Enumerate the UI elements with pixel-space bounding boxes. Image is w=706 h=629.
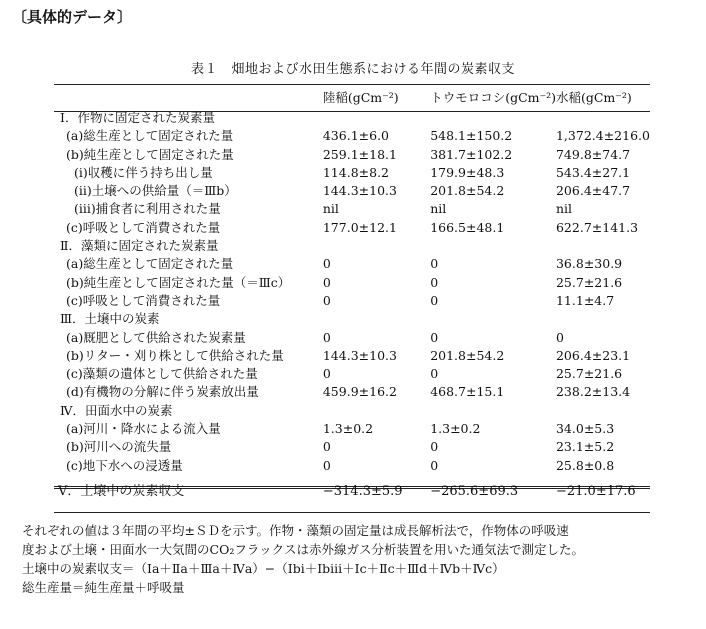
row-label: (c)呼吸として消費された量 bbox=[66, 292, 221, 308]
cell-value bbox=[323, 310, 430, 328]
table-row bbox=[54, 274, 650, 292]
cell-value bbox=[556, 402, 650, 420]
cell-value: 1,372.4±216.0 bbox=[555, 128, 650, 144]
cell-value bbox=[323, 109, 430, 127]
cell-value: 548.1±150.2 bbox=[430, 128, 513, 144]
cell-value: 381.7±102.2 bbox=[430, 146, 513, 162]
cell-value: 1.3±0.2 bbox=[322, 421, 374, 437]
cell-value: 0 bbox=[430, 439, 439, 455]
cell-value: 25.7±21.6 bbox=[555, 366, 623, 382]
cell-value: 201.8±54.2 bbox=[430, 183, 505, 199]
row-label: (b)河川への流失量 bbox=[66, 439, 172, 455]
row-label: (b)リター・刈り株として供給された量 bbox=[66, 347, 284, 363]
row-label: (a)河川・降水による流入量 bbox=[66, 421, 221, 437]
cell-value: 459.9±16.2 bbox=[322, 384, 397, 400]
row-label: Ⅱ．藻類に固定された炭素量 bbox=[60, 238, 219, 254]
row-label: (iii)捕食者に利用された量 bbox=[74, 201, 221, 217]
cell-value: 436.1±6.0 bbox=[322, 128, 389, 144]
cell-value: 0 bbox=[430, 329, 439, 345]
table-row bbox=[54, 200, 650, 218]
cell-value: nil bbox=[322, 201, 339, 217]
table-row bbox=[54, 146, 650, 164]
table-row bbox=[54, 329, 650, 347]
cell-value: nil bbox=[555, 201, 573, 217]
row-label: (i)収穫に伴う持ち出し量 bbox=[74, 164, 213, 180]
category-row bbox=[54, 402, 650, 420]
cell-value: 23.1±5.2 bbox=[555, 439, 615, 455]
table-row bbox=[54, 164, 650, 182]
cell-value: 543.4±27.1 bbox=[555, 164, 631, 180]
cell-value: 0 bbox=[430, 457, 439, 473]
cell-value: 114.8±8.2 bbox=[322, 164, 389, 180]
cell-value: 622.7±141.3 bbox=[555, 219, 639, 235]
cell-value: 0 bbox=[322, 439, 331, 455]
cell-value: 25.7±21.6 bbox=[555, 274, 623, 290]
cell-value: 749.8±74.7 bbox=[555, 146, 631, 162]
cell-value: 11.1±4.7 bbox=[555, 292, 615, 308]
table-row bbox=[54, 292, 650, 310]
cell-value: 0 bbox=[555, 329, 564, 345]
table-row bbox=[54, 365, 650, 383]
row-label: Ⅲ．土壌中の炭素 bbox=[60, 311, 160, 327]
row-label: (d)有機物の分解に伴う炭素放出量 bbox=[66, 384, 259, 400]
total-value: −265.6±69.3 bbox=[430, 483, 519, 499]
cell-value: 1.3±0.2 bbox=[430, 421, 481, 437]
table-caption: 表１ 畑地および水田生態系における年間の炭素収支 bbox=[190, 62, 515, 77]
row-label: (c)藻類の遺体として供給された量 bbox=[66, 366, 258, 382]
row-label: (a)総生産として固定された量 bbox=[66, 256, 234, 272]
cell-value bbox=[323, 402, 430, 420]
row-label: (a)総生産として固定された量 bbox=[66, 128, 234, 144]
cell-value: 0 bbox=[322, 457, 331, 473]
cell-value bbox=[556, 109, 650, 127]
column-header-maize: トウモロコシ(gCm⁻²) bbox=[430, 90, 556, 105]
cell-value: 144.3±10.3 bbox=[322, 183, 397, 199]
total-value: −21.0±17.6 bbox=[555, 483, 636, 499]
column-header-upland-rice: 陸稲(gCm⁻²) bbox=[322, 90, 399, 105]
cell-value bbox=[430, 402, 556, 420]
cell-value: 0 bbox=[322, 329, 331, 345]
table-bottom-rule bbox=[54, 512, 650, 513]
row-label: (b)純生産として固定された量（＝Ⅲc） bbox=[66, 274, 291, 290]
note-line: 土壌中の炭素収支＝（Ⅰa＋Ⅱa＋Ⅲa＋Ⅳa）−（Ⅰbi＋Ⅰbiii＋Ⅰc＋Ⅱc＋Ⅲd＋Ⅳb＋Ⅳc） bbox=[22, 561, 505, 576]
column-header bbox=[54, 87, 323, 109]
cell-value: 259.1±18.1 bbox=[322, 146, 397, 162]
row-label: (a)厩肥として供給された炭素量 bbox=[66, 329, 246, 345]
total-row bbox=[54, 481, 650, 503]
cell-value bbox=[323, 237, 430, 255]
total-value: −314.3±5.9 bbox=[322, 483, 403, 499]
cell-value bbox=[556, 310, 650, 328]
category-row bbox=[54, 310, 650, 328]
cell-value: 0 bbox=[322, 274, 331, 290]
cell-value: 0 bbox=[430, 274, 439, 290]
table-row bbox=[54, 383, 650, 401]
table-top-rule bbox=[54, 84, 650, 85]
row-label: Ⅰ．作物に固定された炭素量 bbox=[60, 110, 215, 125]
cell-value: 468.7±15.1 bbox=[430, 384, 505, 400]
row-label: Ⅳ．田面水中の炭素 bbox=[60, 402, 173, 418]
table-row bbox=[54, 457, 650, 475]
cell-value: 0 bbox=[430, 256, 439, 272]
cell-value: 238.2±13.4 bbox=[555, 384, 631, 400]
note-line: 度および土壌・田面水一大気間のCO₂フラックスは赤外線ガス分析装置を用いた通気法で測定した。 bbox=[22, 542, 584, 557]
carbon-balance-table bbox=[54, 87, 650, 503]
note-line: 総生産量＝純生産量＋呼吸量 bbox=[22, 580, 185, 595]
row-label: (c)地下水への浸透量 bbox=[66, 457, 183, 473]
note-line: それぞれの値は３年間の平均±ＳＤを示す。作物・藻類の固定量は成長解析法で，作物体の呼吸速 bbox=[22, 523, 569, 538]
cell-value: 179.9±48.3 bbox=[430, 164, 505, 180]
cell-value: 34.0±5.3 bbox=[555, 421, 615, 437]
cell-value: 0 bbox=[430, 292, 439, 308]
table-row bbox=[54, 420, 650, 438]
cell-value: 0 bbox=[322, 366, 331, 382]
cell-value: 0 bbox=[430, 366, 439, 382]
table-row bbox=[54, 127, 650, 145]
table-row bbox=[54, 182, 650, 200]
cell-value bbox=[430, 310, 556, 328]
cell-value: 177.0±12.1 bbox=[322, 219, 397, 235]
cell-value: nil bbox=[430, 201, 447, 217]
cell-value: 206.4±23.1 bbox=[555, 347, 631, 363]
row-label: (b)純生産として固定された量 bbox=[66, 146, 234, 162]
cell-value: 166.5±48.1 bbox=[430, 219, 505, 235]
cell-value: 0 bbox=[322, 256, 331, 272]
row-label: (ii)土壌への供給量（＝Ⅲb） bbox=[74, 183, 237, 199]
cell-value: 25.8±0.8 bbox=[555, 457, 615, 473]
cell-value: 206.4±47.7 bbox=[555, 183, 631, 199]
category-row bbox=[54, 237, 650, 255]
table-row bbox=[54, 438, 650, 456]
total-label: Ⅴ．土壌中の炭素収支 bbox=[58, 483, 185, 499]
category-row bbox=[54, 109, 650, 127]
table-row bbox=[54, 255, 650, 273]
column-header-paddy-rice: 水稲(gCm⁻²) bbox=[555, 90, 632, 105]
table-row bbox=[54, 219, 650, 237]
cell-value bbox=[556, 237, 650, 255]
cell-value: 0 bbox=[322, 292, 331, 308]
table-header-row bbox=[54, 87, 650, 109]
cell-value: 201.8±54.2 bbox=[430, 347, 505, 363]
table-notes bbox=[22, 521, 702, 597]
row-label: (c)呼吸として消費された量 bbox=[66, 219, 221, 235]
cell-value bbox=[430, 109, 556, 127]
cell-value: 144.3±10.3 bbox=[322, 347, 397, 363]
section-heading: 〔具体的データ〕 bbox=[12, 8, 133, 26]
cell-value bbox=[430, 237, 556, 255]
cell-value: 36.8±30.9 bbox=[555, 256, 623, 272]
table-row bbox=[54, 347, 650, 365]
